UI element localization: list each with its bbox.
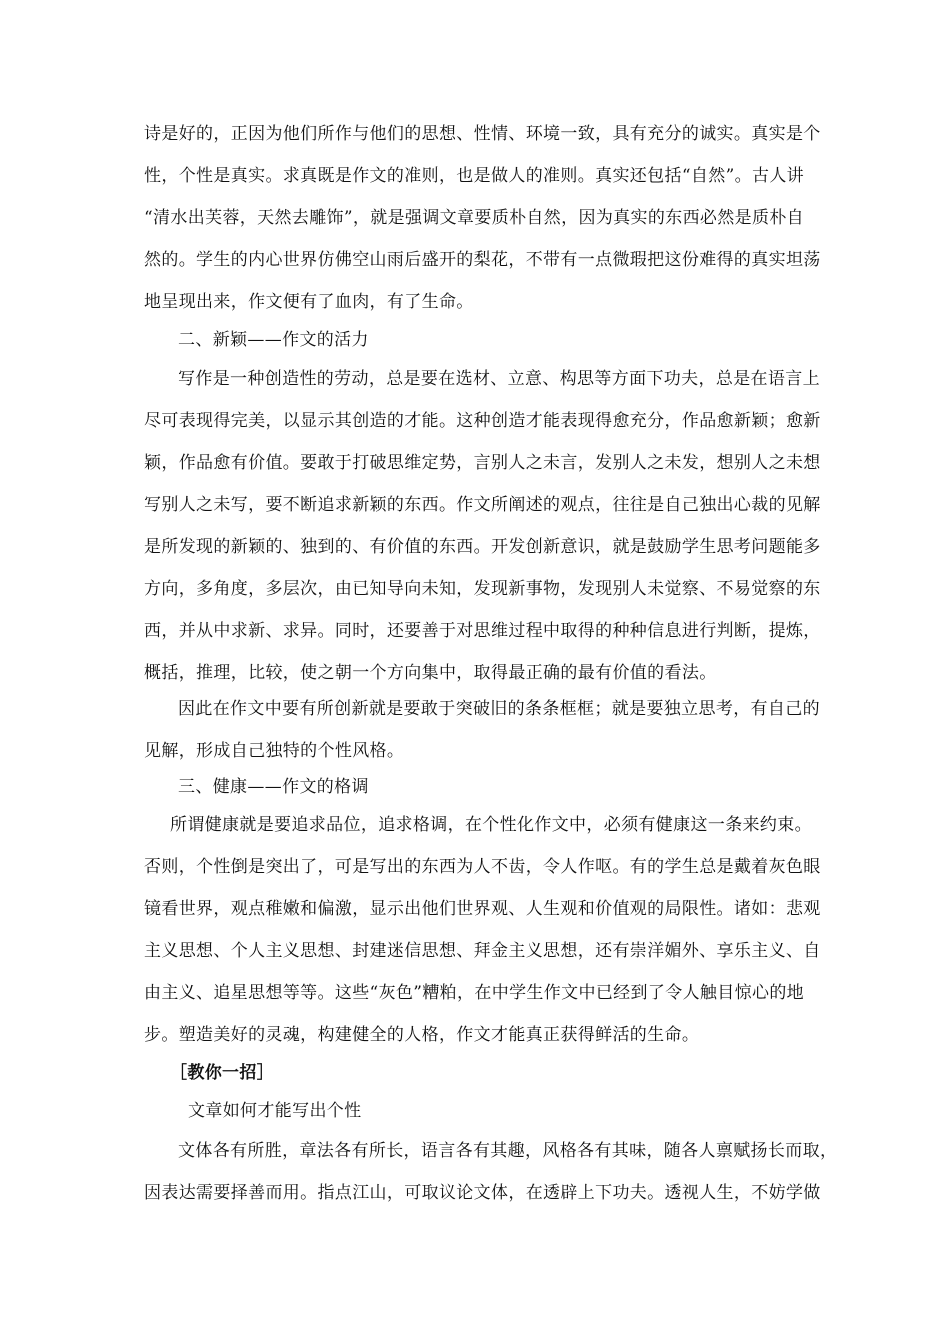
section-tag: ［教你一招］ [170,1063,275,1083]
subsection-title: 文章如何才能写出个性 [188,1101,362,1121]
paragraph-line: 西，并从中求新、求异。同时，还要善于对思维过程中取得的种种信息进行判断，提炼， [144,621,821,641]
paragraph-line: 见解，形成自己独特的个性风格。 [144,741,405,761]
paragraph-line: 所谓健康就是要追求品位，追求格调，在个性化作文中，必须有健康这一条来约束。 [170,815,812,835]
paragraph-line: 镜看世界，观点稚嫩和偏激，显示出他们世界观、人生观和价值观的局限性。诸如：悲观 [144,899,821,919]
paragraph-line: 是所发现的新颖的、独到的、有价值的东西。开发创新意识，就是鼓励学生思考问题能多 [144,537,821,557]
paragraph-line: 尽可表现得完美，以显示其创造的才能。这种创造才能表现得愈充分，作品愈新颖；愈新 [144,411,821,431]
paragraph-line: 否则，个性倒是突出了，可是写出的东西为人不齿，令人作呕。有的学生总是戴着灰色眼 [144,857,821,877]
paragraph-line: 方向，多角度，多层次，由已知导向未知，发现新事物，发现别人未觉察、不易觉察的东 [144,579,821,599]
paragraph-line: 文体各有所胜，章法各有所长，语言各有其趣，风格各有其味，随各人禀赋扬长而取， [178,1141,838,1161]
paragraph-line: 由主义、追星思想等等。这些“灰色”糟粕，在中学生作文中已经到了令人触目惊心的地 [144,983,805,1003]
paragraph-line: 诗是好的，正因为他们所作与他们的思想、性情、环境一致，具有充分的诚实。真实是个 [144,124,821,144]
paragraph-line: 性，个性是真实。求真既是作文的准则，也是做人的准则。真实还包括“自然”。古人讲 [144,166,805,186]
paragraph-line: “清水出芙蓉，天然去雕饰”，就是强调文章要质朴自然，因为真实的东西必然是质朴自 [144,208,805,228]
paragraph-line: 地呈现出来，作文便有了血肉，有了生命。 [144,292,474,312]
paragraph-line: 步。塑造美好的灵魂，构建健全的人格，作文才能真正获得鲜活的生命。 [144,1025,700,1045]
paragraph-line: 颖，作品愈有价值。要敢于打破思维定势，言别人之未言，发别人之未发，想别人之未想 [144,453,821,473]
paragraph-line: 然的。学生的内心世界仿佛空山雨后盛开的梨花，不带有一点微瑕把这份难得的真实坦荡 [144,250,821,270]
paragraph-line: 写作是一种创造性的劳动，总是要在选材、立意、构思等方面下功夫，总是在语言上 [178,369,820,389]
paragraph-line: 因此在作文中要有所创新就是要敢于突破旧的条条框框；就是要独立思考，有自己的 [178,699,820,719]
section-heading: 二、新颖——作文的活力 [178,330,369,350]
paragraph-line: 概括，推理，比较，使之朝一个方向集中，取得最正确的最有价值的看法。 [144,663,717,683]
paragraph-line: 因表达需要择善而用。指点江山，可取议论文体，在透辟上下功夫。透视人生，不妨学做 [144,1183,821,1203]
section-heading: 三、健康——作文的格调 [178,777,369,797]
paragraph-line: 写别人之未写，要不断追求新颖的东西。作文所阐述的观点，往往是自己独出心裁的见解 [144,495,821,515]
paragraph-line: 主义思想、个人主义思想、封建迷信思想、拜金主义思想，还有崇洋媚外、享乐主义、自 [144,941,821,961]
